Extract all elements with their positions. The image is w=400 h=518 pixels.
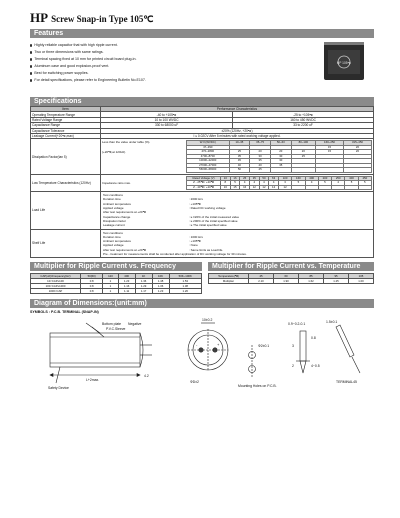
bullet-icon xyxy=(30,65,32,67)
lowtemp-row: Z - 40℃ / +20℃ 16 15 16 12 12 12 12 xyxy=(187,185,372,189)
multiplier-section xyxy=(30,262,374,294)
label-hole-dia: Φ2±0.1 xyxy=(258,343,270,348)
label-l-value: 4.2 xyxy=(144,373,149,378)
label-mount: Mounting Holes on P.C.B. xyxy=(238,383,277,388)
terminal-bent-lead xyxy=(352,357,360,373)
dimension-diagram xyxy=(30,317,374,409)
label-pvc-sleeve: P.V.C.Sleeve xyxy=(106,326,126,331)
feature-item: Highly reliable capacitor that with high ripple current. xyxy=(30,42,318,49)
lowtemp-table xyxy=(186,176,372,190)
label-t4: 4~0.5 xyxy=(311,363,320,368)
df-row: 56000~68000 50 45 xyxy=(187,168,372,172)
spec-row-load-life: Load Life Test conditions Duration time : 2000 Hrs Ambient temperature : +105℃ Applied voltage : Rated DC working voltage After test requirements at +20℃ Capacitance change : ≤ ±20% of the initial measured value Dissipation factor : ≤ 200% of the initial specified value Leakage current : ≤ The initial specified value xyxy=(31,192,374,229)
df-row: 470~2800 25 20 20 20 15 20 xyxy=(187,150,372,154)
df-table xyxy=(186,140,372,172)
series-name: HP xyxy=(30,10,49,25)
label-t6: 1.5±0.1 xyxy=(326,319,338,324)
label-t1: 0.9~0.2-0.1 xyxy=(288,321,306,326)
capacitor-label: HP 105℃ xyxy=(336,61,352,65)
specifications-heading: Specifications xyxy=(30,97,374,106)
diagram-heading: Diagram of Dimensions:(unit:mm) xyxy=(30,299,374,308)
df-row: 47~390 15 20 xyxy=(187,145,372,149)
spec-row-df: Dissipation Factor(tan δ) Less than the value under table (%). (+20℃,at 120Hz). W.V.(WVDC) 10~35 35~75 50~63 80~100 160~250 315~450 47~390 15 20 470~2800 25 20 20 20 15 20 4700~8700 35 30 30 25 10000~22000 45 35 30 27000~47000 40 40 35 56000~68000 50 45 xyxy=(31,139,374,174)
ripple-freq-table xyxy=(30,273,202,294)
ripple-temp-table xyxy=(208,273,374,284)
series-title: Screw Snap-in Type 105℃ xyxy=(51,14,154,24)
spec-table xyxy=(30,106,374,258)
label-neg-sign: - xyxy=(196,341,198,347)
df-header-row: W.V.(WVDC) 10~35 35~75 50~63 80~100 160~250 315~450 xyxy=(187,141,372,145)
spec-header-row: Item Performance Characteristics xyxy=(31,107,374,112)
df-row: 27000~47000 40 40 35 xyxy=(187,163,372,167)
freq-header-row: CAP(uF)\Frequency(Hz) 50(60) 120 400 1K 10K 50K~100K xyxy=(31,274,202,279)
label-negative: Negative xyxy=(128,321,142,326)
features-list xyxy=(30,42,318,94)
bullet-icon xyxy=(30,72,32,74)
spec-row: Capacitance Range 330 to 68000 uF 33 to 2200 uF xyxy=(31,123,374,128)
bullet-icon xyxy=(30,44,32,46)
feature-item: For detail specifications, please refer to Engineering Bulletin No.E107. xyxy=(30,77,318,84)
lowtemp-row: Z - 25℃ / +20℃ 8 5 4 4 4 4 3 5 4 5 4 5 5 xyxy=(187,181,372,185)
label-pos-sign: + xyxy=(217,341,220,347)
shelf-life-conditions: Test conditions Duration time : 1000 Hrs Ambient temperature : +105℃ Applied voltage : None After test requirements at +20℃ : Same limits as Load life. Pre - treatment for measurements shall be conducted after application of DC working voltage for 30 minutes. xyxy=(103,230,247,257)
terminal-bent xyxy=(336,325,354,357)
leader-line xyxy=(92,327,104,337)
spec-row: Operating Temperature Range -40 to +105℃ -25 to +105℃ xyxy=(31,112,374,117)
label-diameter: ΦD±2 xyxy=(190,379,199,384)
ripple-freq-heading: Multiplier for Ripple Current vs. Frequency xyxy=(30,262,202,271)
bullet-icon xyxy=(30,58,32,60)
df-row: 4700~8700 35 30 30 25 xyxy=(187,154,372,158)
lowtemp-header-row: Rated Voltage (V) 10 16 25 35 50 63 100 160 400 200 250 400 450 xyxy=(187,176,372,180)
temp-row: Multiplier 2.10 1.90 1.62 1.25 1.00 xyxy=(209,279,374,284)
freq-row: 100<CAP≤1000 0.8 1 1.16 1.29 1.36 1.38 xyxy=(31,284,202,289)
df-row: 10000~22000 45 35 30 xyxy=(187,159,372,163)
diagram-symbol: SYMBOLS : P.C.B. TERMINAL (SNAP-IN) xyxy=(30,310,99,315)
terminal-tip xyxy=(300,361,306,373)
spec-row: Rated Voltage Range 10 to 100 WVDC 160 to 450 WVDC xyxy=(31,117,374,122)
features-block xyxy=(30,42,374,94)
bullet-icon xyxy=(30,51,32,53)
label-t2: 3 xyxy=(292,343,294,348)
load-life-conditions: Test conditions Duration time : 2000 Hrs Ambient temperature : +105℃ Applied voltage : Rated DC working voltage After test requirements at +20℃ Capacitance change : ≤ ±20% of the initial measured value Dissipation factor : ≤ 200% of the initial specified value Leakage current : ≤ The initial specified value xyxy=(103,193,239,228)
feature-item: Two or three dimensions with same ratings. xyxy=(30,49,318,56)
capacitor-side-body xyxy=(50,333,140,367)
label-hole-spacing: 10±0.2 xyxy=(202,317,213,322)
feature-item: Best for switching power supplies. xyxy=(30,70,318,77)
temp-header-row: Temperature(℃) 45 60 85 95 105 xyxy=(209,274,374,279)
label-safety: Safety Device xyxy=(48,385,69,390)
label-terminal: TERMINAL45 xyxy=(336,379,357,384)
bullet-icon xyxy=(30,79,32,81)
page-title xyxy=(30,10,374,26)
spec-row-lowtemp: Low Temperature Characteristics (120Hz) Impedance ratio max. Rated Voltage (V) 10 16 25 35 50 63 100 160 400 200 250 400 450 Z - 25℃ / +20℃ 8 5 4 4 4 4 3 5 4 5 4 5 5 Z - 40℃ / +20℃ 16 15 16 12 12 12 12 xyxy=(31,174,374,191)
ripple-temp-heading: Multiplier for Ripple Current vs. Temperature xyxy=(208,262,374,271)
capacitor-top xyxy=(324,42,364,45)
capacitor-photo xyxy=(318,42,370,82)
features-heading: Features xyxy=(30,29,374,38)
terminal-detail xyxy=(300,331,306,361)
spec-row: Leakage Current(+20℃,max) I ≤ 0.02CV After 5 minutes with rated working voltage applied. xyxy=(31,133,374,138)
spec-row-shelf-life: Shelf Life Test conditions Duration time : 1000 Hrs Ambient temperature : +105℃ Applied voltage : None After test requirements at +20℃ : Same limits as Load life. Pre - treatment for measurements shall be conducted after application of DC working voltage for 30 minutes. xyxy=(31,229,374,258)
label-t3: 0.8 xyxy=(311,335,316,340)
spec-row: Capacitance Tolerance ±20% (120Hz, +20℃) xyxy=(31,128,374,133)
feature-item: Aluminum case and good explosion-proof vent. xyxy=(30,63,318,70)
freq-row: 10<CAP≤100 0.8 1 1.23 1.36 1.48 1.53 xyxy=(31,279,202,284)
capacitor-end-curve xyxy=(140,333,143,367)
feature-item: Terminal spacing fixed at 10 mm for printed circuit board plug-in. xyxy=(30,56,318,63)
label-t5: 2 xyxy=(292,363,294,368)
label-length: L+2max. xyxy=(86,377,100,382)
freq-row: 1000<CAP 0.8 1 1.11 1.17 1.23 1.26 xyxy=(31,289,202,294)
label-bottom-plate: Bottom plate xyxy=(102,321,122,326)
